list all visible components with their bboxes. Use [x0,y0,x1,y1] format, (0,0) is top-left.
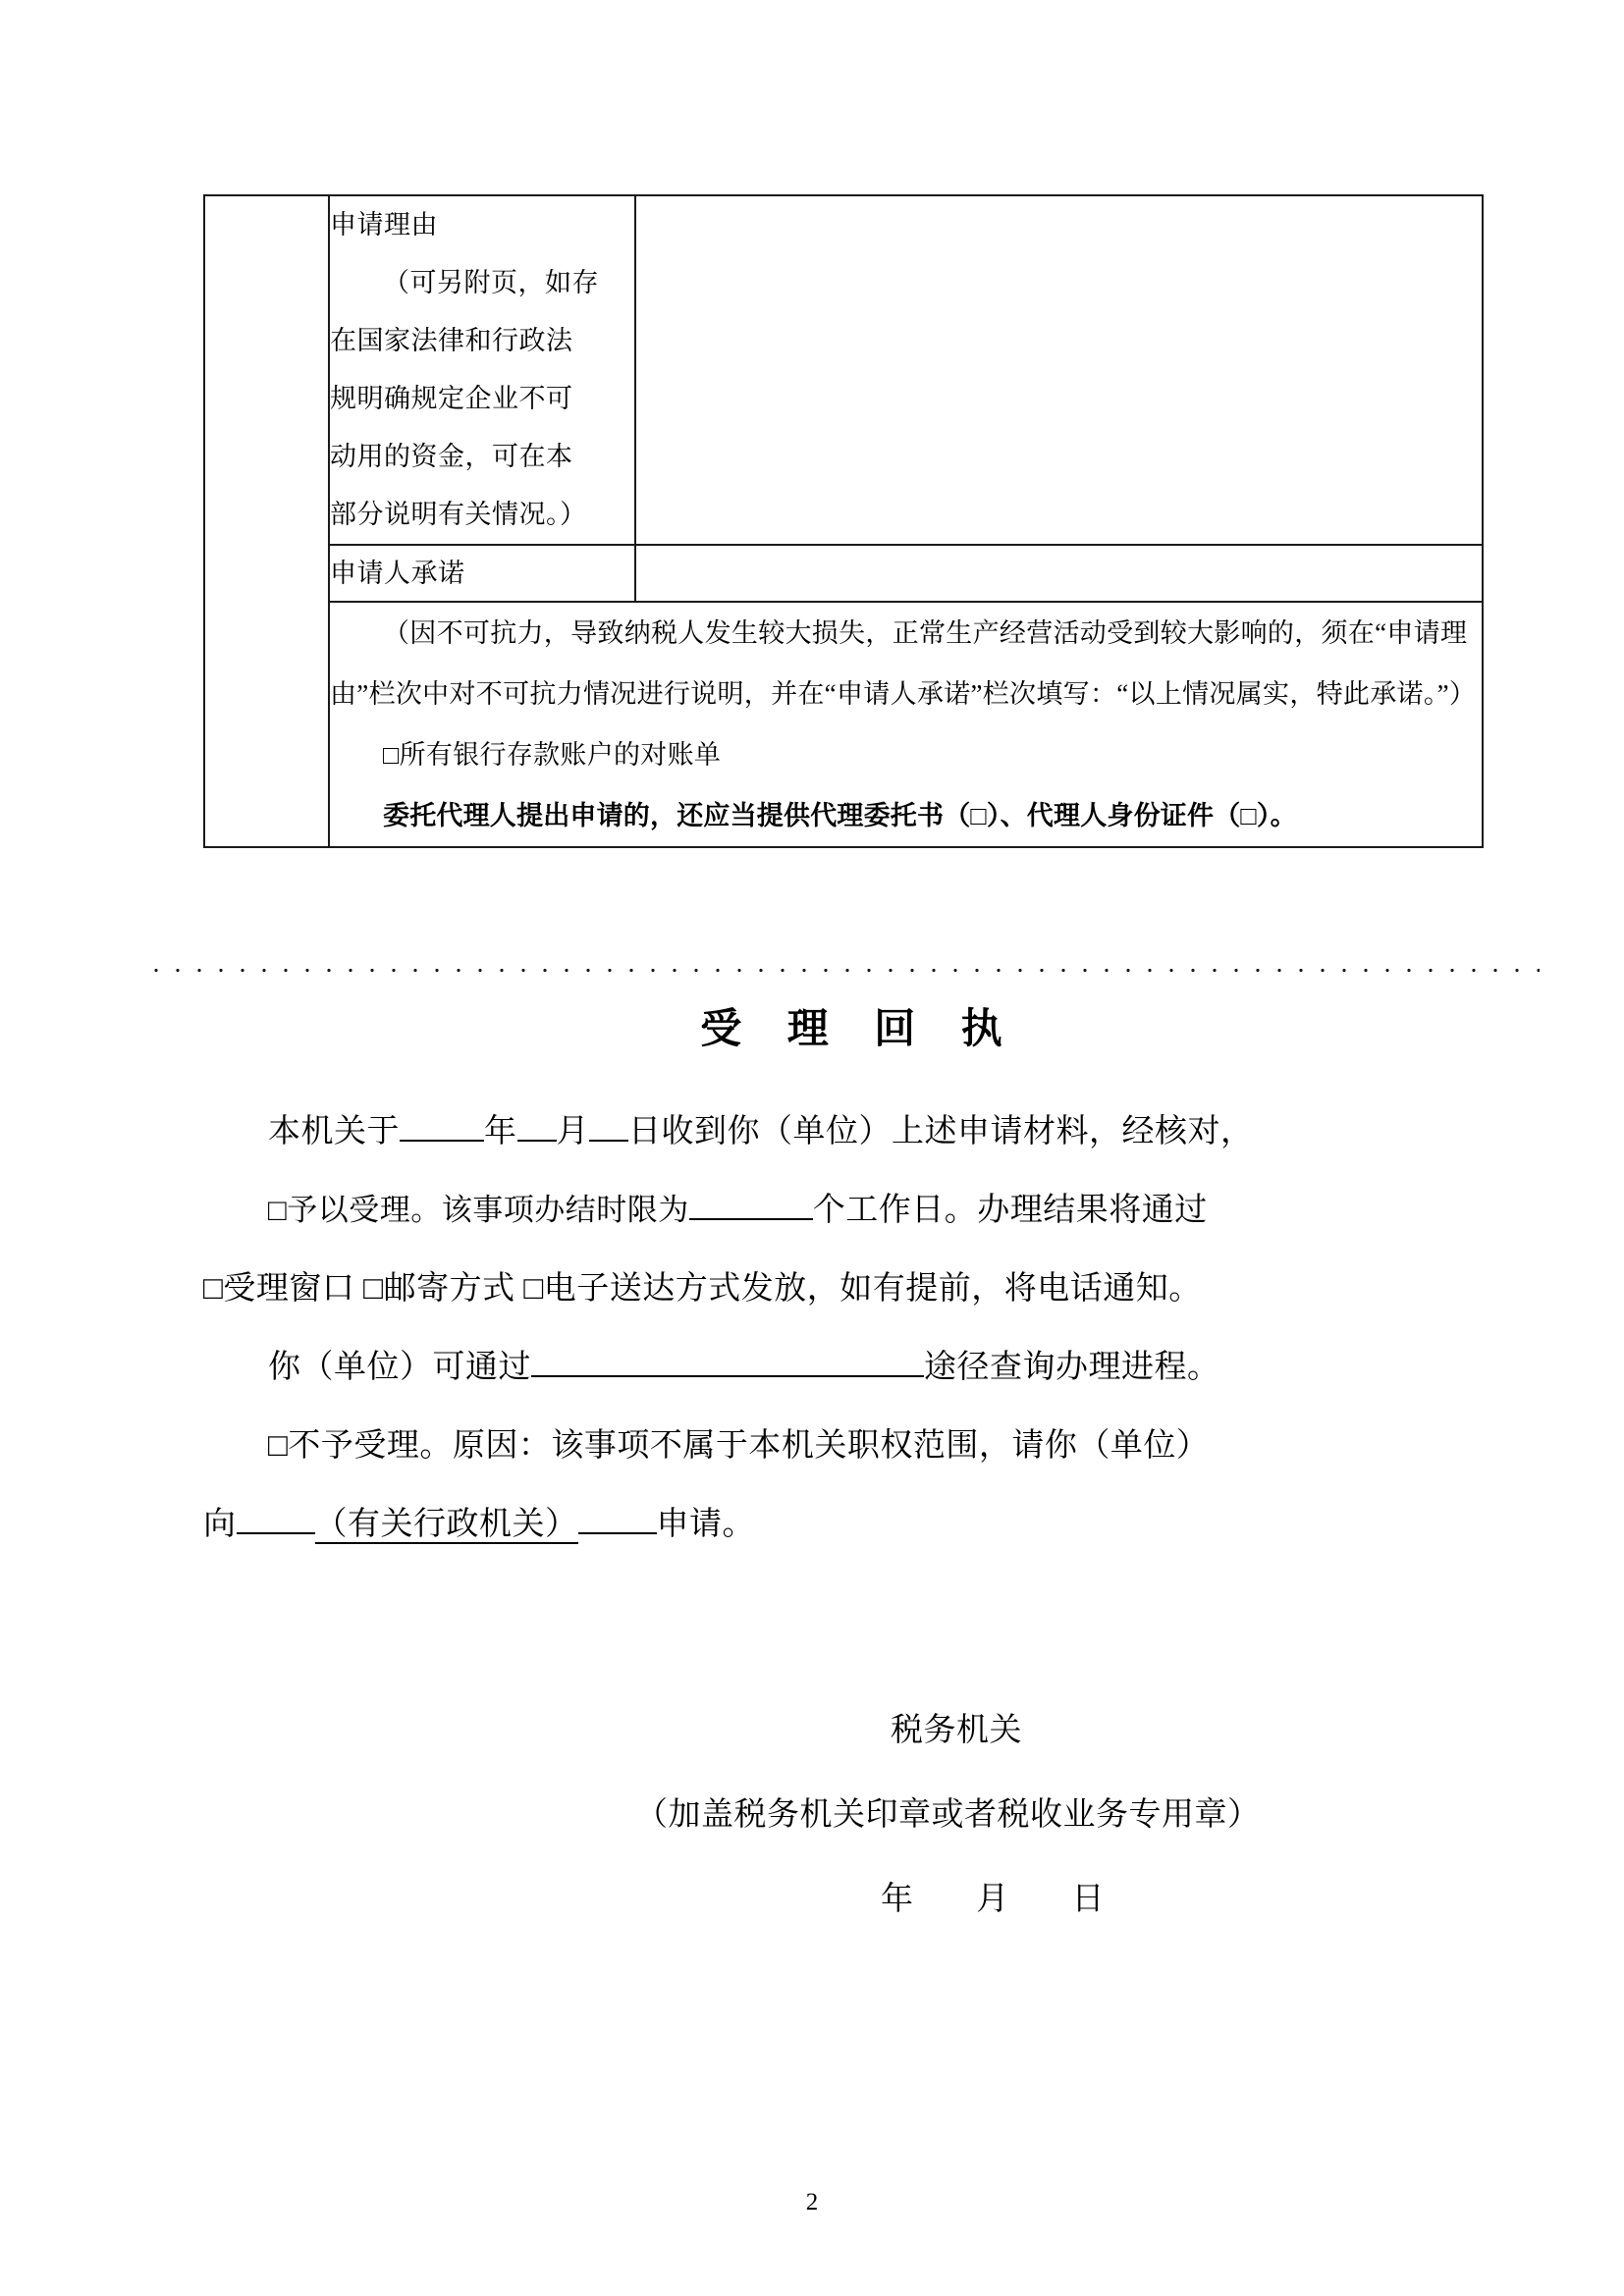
reason-label-line-4: 规明确规定企业不可 [330,384,573,413]
dotted-separator [145,967,1540,974]
reason-label-line-6: 部分说明有关情况。） [330,500,587,529]
page-number: 2 [805,2189,819,2216]
agency-blank-right[interactable] [578,1532,657,1534]
notes-cell [329,602,1483,847]
signature-date: 年 月 日 [881,1882,1132,1917]
table-row-reason [204,195,1483,545]
promise-input-cell[interactable] [635,545,1483,602]
receipt-line-received-date [203,1093,1499,1171]
table-row-promise [204,545,1483,602]
receipt-title: 受 理 回 执 [700,1007,1020,1052]
receipt-line-refer-agency [203,1485,1499,1564]
acceptance-receipt-section [203,1001,1499,1564]
notes-bold-note: 委托代理人提出申请的，还应当提供代理委托书（□）、代理人身份证件（□）。 [383,801,1297,830]
table-row-notes [204,602,1483,847]
working-days-blank-field[interactable] [689,1218,813,1220]
notes-checkbox-item[interactable]: □所有银行存款账户的对账单 [383,740,722,770]
receipt-line-delivery-methods[interactable]: □受理窗口 □邮寄方式 □电子送达方式发放，如有提前，将电话通知。 [203,1270,1202,1307]
receipt-body [203,1093,1499,1564]
signature-seal-note: （加盖税务机关印章或者税收业务专用章） [635,1797,1261,1833]
signature-block [203,1688,1499,1942]
reason-label-line-2: （可另附页，如存 [383,268,599,297]
form-spine-cell [204,195,329,847]
receipt-line-reject[interactable]: □不予受理。原因：该事项不属于本机关职权范围，请你（单位） [268,1427,1210,1464]
receipt-month-unit: 月 [556,1113,589,1149]
receipt-line-accept [203,1171,1499,1250]
receipt-line4-prefix: 你（单位）可通过 [268,1349,531,1385]
month-blank-field[interactable] [517,1140,557,1142]
receipt-line4-suffix: 途径查询办理进程。 [924,1349,1220,1385]
promise-label-cell: 申请人承诺 [329,545,635,602]
receipt-year-unit: 年 [484,1113,517,1149]
reason-input-cell[interactable] [635,195,1483,545]
accept-checkbox[interactable]: □予以受理。该事项办结时限为 [268,1192,689,1227]
reason-label-line-3: 在国家法律和行政法 [330,326,573,355]
receipt-line6-suffix: 申请。 [656,1506,755,1542]
reason-label-line-5: 动用的资金，可在本 [330,442,573,471]
agency-blank-left[interactable] [237,1532,315,1534]
receipt-line1-suffix: 日收到你（单位）上述申请材料，经核对， [628,1113,1254,1149]
reason-label-line-1: 申请理由 [330,210,438,240]
notes-paragraph: （因不可抗力，导致纳税人发生较大损失，正常生产经营活动受到较大影响的，须在“申请理由”栏次中对不可抗力情况进行说明，并在“申请人承诺”栏次填写：“以上情况属实，特此承诺。”） [330,618,1477,709]
signature-authority: 税务机关 [891,1713,1022,1748]
receipt-line1-prefix: 本机关于 [268,1113,400,1149]
agency-placeholder-text: （有关行政机关） [314,1506,578,1542]
receipt-line2-suffix: 个工作日。办理结果将通过 [812,1192,1208,1228]
query-channel-blank-field[interactable] [531,1375,924,1377]
receipt-line6-prefix: 向 [203,1506,237,1542]
receipt-line-query-channel [203,1328,1499,1407]
application-form-table [203,194,1484,848]
year-blank-field[interactable] [400,1140,484,1142]
reason-label-cell [329,195,635,545]
day-blank-field[interactable] [589,1140,628,1142]
